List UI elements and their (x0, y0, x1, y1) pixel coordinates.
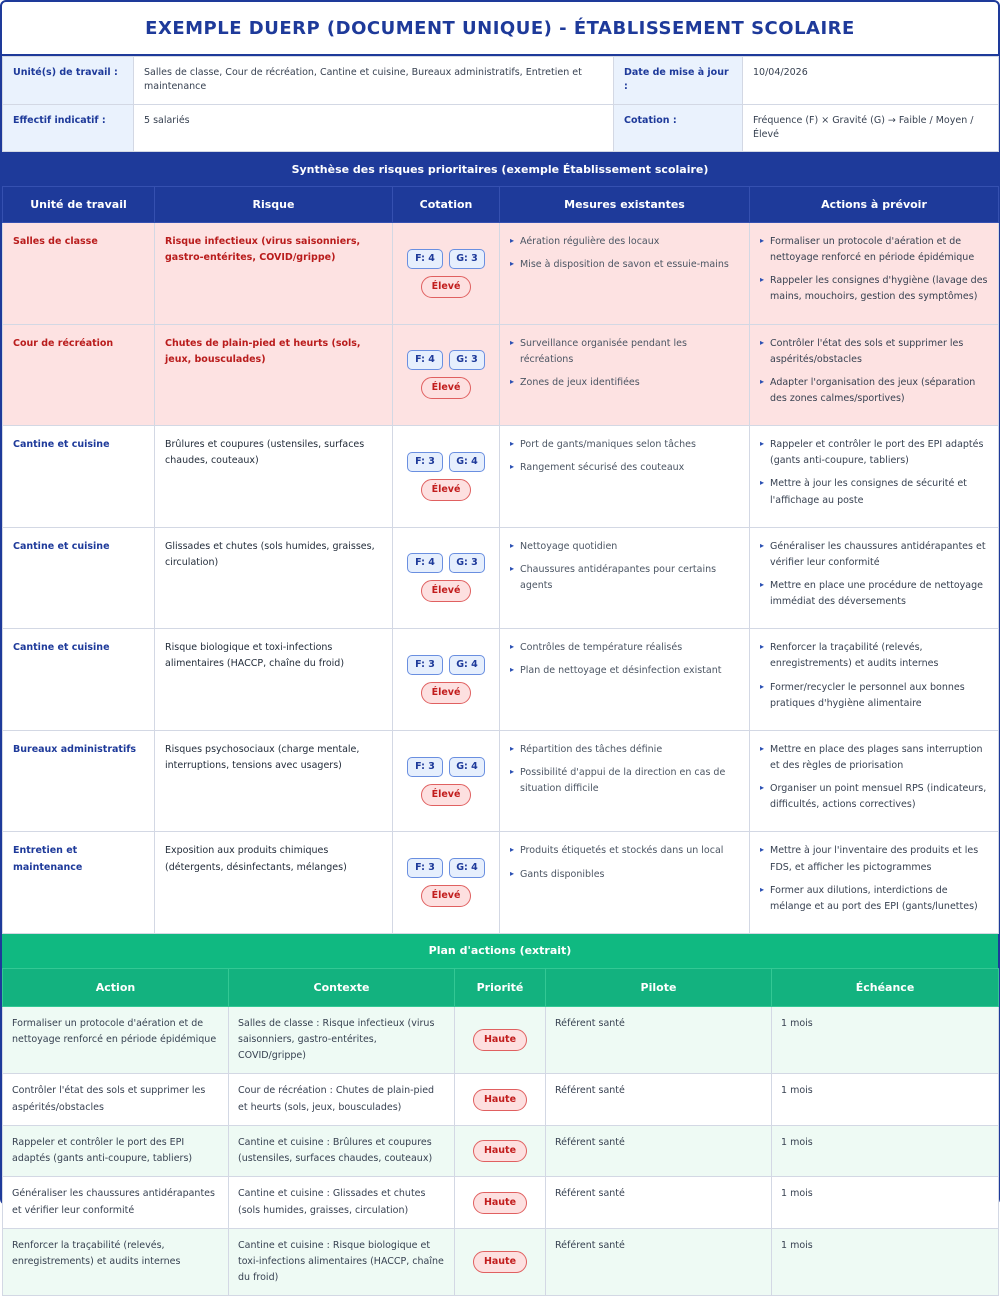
gravity-chip: G: 3 (449, 350, 485, 370)
risk-cotation (393, 324, 500, 426)
effectif-label: Effectif indicatif : (3, 104, 134, 152)
risk-header-cotation: Cotation (393, 187, 500, 223)
units-value: Salles de classe, Cour de récréation, Cantine et cuisine, Bureaux administratifs, Entretien et maintenance (134, 57, 614, 105)
risk-row (3, 629, 999, 731)
action-item: ▸ Rappeler les consignes d'hygiène (lavage des mains, mouchoirs, gestion des symptômes) (760, 273, 988, 305)
cotation-label: Cotation : (614, 104, 743, 152)
risk-actions (750, 324, 999, 426)
plan-echeance: 1 mois (772, 1125, 999, 1177)
plan-pilote: Référent santé (546, 1125, 772, 1177)
mesure-item: ▸ Surveillance organisée pendant les récréations (510, 336, 739, 368)
level-badge: Élevé (421, 276, 472, 298)
risk-cotation (393, 426, 500, 528)
date-label: Date de mise à jour : (614, 57, 743, 105)
mesure-item: ▸ Rangement sécurisé des couteaux (510, 460, 739, 476)
priority-badge: Haute (473, 1251, 527, 1273)
effectif-value: 5 salariés (134, 104, 614, 152)
plan-action: Rappeler et contrôler le port des EPI adaptés (gants anti-coupure, tabliers) (3, 1125, 229, 1177)
mesure-item: ▸ Produits étiquetés et stockés dans un local (510, 843, 739, 859)
risk-unit: Cour de récréation (3, 324, 155, 426)
risk-name: Chutes de plain-pied et heurts (sols, jeux, bousculades) (155, 324, 393, 426)
risk-mesures (500, 730, 750, 832)
level-badge: Élevé (421, 682, 472, 704)
gravity-chip: G: 4 (449, 757, 485, 777)
risk-actions (750, 527, 999, 629)
risk-cotation (393, 832, 500, 934)
mesure-item: ▸ Possibilité d'appui de la direction en cas de situation difficile (510, 765, 739, 797)
risk-row (3, 527, 999, 629)
mesure-item: ▸ Plan de nettoyage et désinfection existant (510, 663, 739, 679)
risk-name: Risques psychosociaux (charge mentale, interruptions, tensions avec usagers) (155, 730, 393, 832)
plan-echeance: 1 mois (772, 1074, 999, 1126)
plan-row (3, 1125, 999, 1177)
risk-mesures (500, 832, 750, 934)
risk-row (3, 832, 999, 934)
level-badge: Élevé (421, 479, 472, 501)
plan-contexte: Cour de récréation : Chutes de plain-pied et heurts (sols, jeux, bousculades) (229, 1074, 455, 1126)
risk-mesures (500, 324, 750, 426)
action-item: ▸ Organiser un point mensuel RPS (indicateurs, difficultés, actions correctives) (760, 781, 988, 813)
info-table (2, 56, 999, 152)
risk-header-unit: Unité de travail (3, 187, 155, 223)
risk-header-mesures: Mesures existantes (500, 187, 750, 223)
plan-action: Formaliser un protocole d'aération et de nettoyage renforcé en période épidémique (3, 1006, 229, 1073)
risk-unit: Bureaux administratifs (3, 730, 155, 832)
action-item: ▸ Former aux dilutions, interdictions de mélange et au port des EPI (gants/lunettes) (760, 883, 988, 915)
risk-header-risk: Risque (155, 187, 393, 223)
plan-priorite (455, 1125, 546, 1177)
risk-unit: Entretien et maintenance (3, 832, 155, 934)
plan-priorite (455, 1006, 546, 1073)
frequency-chip: F: 3 (407, 452, 443, 472)
risk-name: Risque biologique et toxi-infections alimentaires (HACCP, chaîne du froid) (155, 629, 393, 731)
risk-name: Exposition aux produits chimiques (détergents, désinfectants, mélanges) (155, 832, 393, 934)
plan-header-priorite: Priorité (455, 968, 546, 1006)
plan-header-echeance: Échéance (772, 968, 999, 1006)
mesure-item: ▸ Aération régulière des locaux (510, 234, 739, 250)
plan-action: Généraliser les chaussures antidérapantes et vérifier leur conformité (3, 1177, 229, 1229)
plan-pilote: Référent santé (546, 1177, 772, 1229)
mesure-item: ▸ Chaussures antidérapantes pour certains agents (510, 562, 739, 594)
risk-actions (750, 426, 999, 528)
level-badge: Élevé (421, 580, 472, 602)
action-item: ▸ Rappeler et contrôler le port des EPI adaptés (gants anti-coupure, tabliers) (760, 437, 988, 469)
plan-heading: Plan d'actions (extrait) (2, 934, 998, 968)
action-item: ▸ Mettre en place une procédure de nettoyage immédiat des déversements (760, 578, 988, 610)
risk-name: Glissades et chutes (sols humides, graisses, circulation) (155, 527, 393, 629)
plan-row (3, 1074, 999, 1126)
plan-contexte: Cantine et cuisine : Glissades et chutes (sols humides, graisses, circulation) (229, 1177, 455, 1229)
risk-mesures (500, 426, 750, 528)
plan-row (3, 1006, 999, 1073)
mesure-item: ▸ Port de gants/maniques selon tâches (510, 437, 739, 453)
risk-name: Risque infectieux (virus saisonniers, gastro-entérites, COVID/grippe) (155, 223, 393, 325)
risk-table (2, 186, 999, 934)
frequency-chip: F: 3 (407, 757, 443, 777)
priority-badge: Haute (473, 1029, 527, 1051)
risk-actions (750, 629, 999, 731)
plan-priorite (455, 1074, 546, 1126)
gravity-chip: G: 3 (449, 553, 485, 573)
plan-header-pilote: Pilote (546, 968, 772, 1006)
action-item: ▸ Mettre à jour l'inventaire des produits et les FDS, et afficher les pictogrammes (760, 843, 988, 875)
mesure-item: ▸ Contrôles de température réalisés (510, 640, 739, 656)
risk-cotation (393, 223, 500, 325)
action-item: ▸ Former/recycler le personnel aux bonnes pratiques d'hygiène alimentaire (760, 680, 988, 712)
document-title: EXEMPLE DUERP (DOCUMENT UNIQUE) - ÉTABLISSEMENT SCOLAIRE (145, 17, 855, 39)
plan-row (3, 1177, 999, 1229)
risk-actions (750, 730, 999, 832)
gravity-chip: G: 4 (449, 655, 485, 675)
mesure-item: ▸ Mise à disposition de savon et essuie-mains (510, 257, 739, 273)
plan-pilote: Référent santé (546, 1006, 772, 1073)
risk-unit: Salles de classe (3, 223, 155, 325)
gravity-chip: G: 4 (449, 452, 485, 472)
plan-action: Contrôler l'état des sols et supprimer les aspérités/obstacles (3, 1074, 229, 1126)
mesure-item: ▸ Répartition des tâches définie (510, 742, 739, 758)
gravity-chip: G: 3 (449, 249, 485, 269)
risk-header-actions: Actions à prévoir (750, 187, 999, 223)
priority-badge: Haute (473, 1192, 527, 1214)
risk-name: Brûlures et coupures (ustensiles, surfaces chaudes, couteaux) (155, 426, 393, 528)
cotation-value: Fréquence (F) × Gravité (G) → Faible / Moyen / Élevé (743, 104, 999, 152)
plan-echeance: 1 mois (772, 1228, 999, 1295)
action-item: ▸ Contrôler l'état des sols et supprimer les aspérités/obstacles (760, 336, 988, 368)
plan-action: Renforcer la traçabilité (relevés, enregistrements) et audits internes (3, 1228, 229, 1295)
units-label: Unité(s) de travail : (3, 57, 134, 105)
mesure-item: ▸ Zones de jeux identifiées (510, 375, 739, 391)
mesure-item: ▸ Gants disponibles (510, 867, 739, 883)
frequency-chip: F: 4 (407, 350, 443, 370)
plan-header-contexte: Contexte (229, 968, 455, 1006)
action-item: ▸ Formaliser un protocole d'aération et de nettoyage renforcé en période épidémique (760, 234, 988, 266)
level-badge: Élevé (421, 377, 472, 399)
plan-contexte: Cantine et cuisine : Brûlures et coupures (ustensiles, surfaces chaudes, couteaux) (229, 1125, 455, 1177)
action-item: ▸ Généraliser les chaussures antidérapantes et vérifier leur conformité (760, 539, 988, 571)
risk-actions (750, 832, 999, 934)
risk-row (3, 426, 999, 528)
action-item: ▸ Renforcer la traçabilité (relevés, enregistrements) et audits internes (760, 640, 988, 672)
risk-cotation (393, 629, 500, 731)
gravity-chip: G: 4 (449, 858, 485, 878)
level-badge: Élevé (421, 784, 472, 806)
risk-unit: Cantine et cuisine (3, 426, 155, 528)
plan-header-action: Action (3, 968, 229, 1006)
plan-contexte: Cantine et cuisine : Risque biologique et toxi-infections alimentaires (HACCP, chaîne du froid) (229, 1228, 455, 1295)
plan-echeance: 1 mois (772, 1177, 999, 1229)
frequency-chip: F: 4 (407, 249, 443, 269)
action-item: ▸ Mettre en place des plages sans interruption et des règles de priorisation (760, 742, 988, 774)
date-value: 10/04/2026 (743, 57, 999, 105)
plan-priorite (455, 1177, 546, 1229)
mesure-item: ▸ Nettoyage quotidien (510, 539, 739, 555)
action-plan-table (2, 968, 999, 1296)
priority-badge: Haute (473, 1089, 527, 1111)
plan-pilote: Référent santé (546, 1228, 772, 1295)
risk-unit: Cantine et cuisine (3, 629, 155, 731)
risk-row (3, 324, 999, 426)
plan-row (3, 1228, 999, 1295)
plan-contexte: Salles de classe : Risque infectieux (virus saisonniers, gastro-entérites, COVID/grippe) (229, 1006, 455, 1073)
risk-row (3, 730, 999, 832)
risk-mesures (500, 223, 750, 325)
frequency-chip: F: 4 (407, 553, 443, 573)
action-item: ▸ Adapter l'organisation des jeux (séparation des zones calmes/sportives) (760, 375, 988, 407)
priority-badge: Haute (473, 1140, 527, 1162)
frequency-chip: F: 3 (407, 655, 443, 675)
action-item: ▸ Mettre à jour les consignes de sécurité et l'affichage au poste (760, 476, 988, 508)
risk-cotation (393, 730, 500, 832)
risk-unit: Cantine et cuisine (3, 527, 155, 629)
plan-priorite (455, 1228, 546, 1295)
title-bar (2, 2, 998, 56)
risk-cotation (393, 527, 500, 629)
frequency-chip: F: 3 (407, 858, 443, 878)
plan-pilote: Référent santé (546, 1074, 772, 1126)
synthese-heading: Synthèse des risques prioritaires (exemple Établissement scolaire) (2, 152, 998, 186)
risk-mesures (500, 527, 750, 629)
level-badge: Élevé (421, 885, 472, 907)
risk-row (3, 223, 999, 325)
plan-echeance: 1 mois (772, 1006, 999, 1073)
risk-mesures (500, 629, 750, 731)
risk-actions (750, 223, 999, 325)
